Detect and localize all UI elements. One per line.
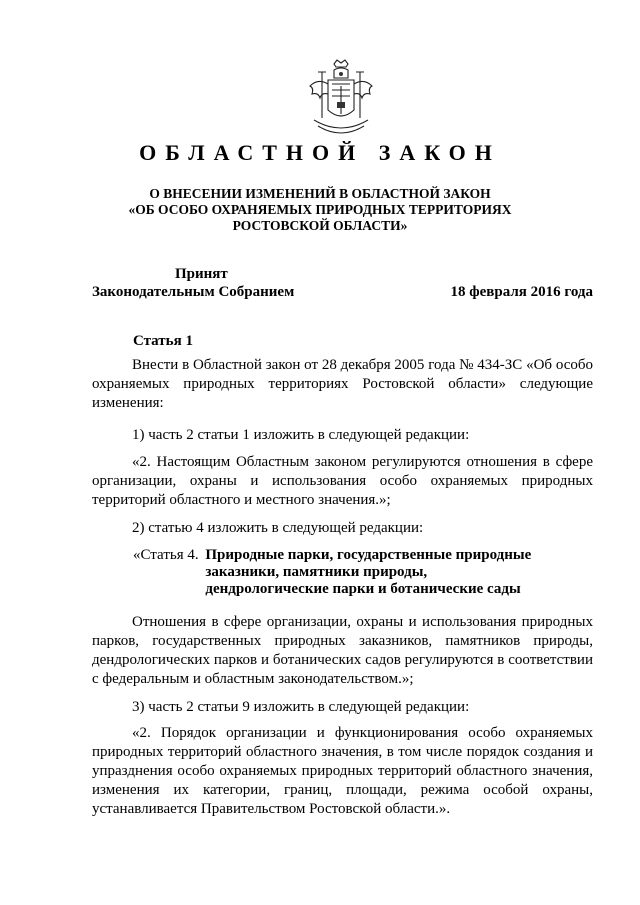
adoption-date: 18 февраля 2016 года: [450, 284, 593, 300]
item-3-paragraph: 3) часть 2 статьи 9 изложить в следующей редакции:: [132, 699, 470, 715]
article-4-name: Природные парки, государственные природные заказники, памятники природы, дендрологические парки и ботанические сады: [205, 547, 532, 597]
adopted-label: Принят: [175, 266, 228, 282]
quote-3-paragraph: «2. Порядок организации и функционирования особо охраняемых природных территорий областного значения, в том числе порядок создания и упразднения особо охраняемых природных территорий областного значения, изменения их категории, границ, площади, режима особой охраны, устанавливается Правительством Ростовской области.».: [92, 725, 593, 817]
article-4-lead: «Статья 4.: [133, 547, 199, 563]
article-4-heading: [133, 547, 545, 598]
item-2-paragraph: 2) статью 4 изложить в следующей редакции:: [132, 520, 424, 536]
adopted-by-label: Законодательным Собранием: [92, 284, 295, 300]
quote-1-paragraph: «2. Настоящим Областным законом регулируются отношения в сфере организации, охраны и использования особо охраняемых природных территорий областного и местного значения.»;: [92, 454, 593, 508]
article-heading: Статья 1: [133, 333, 193, 349]
subtitle-line: О ВНЕСЕНИИ ИЗМЕНЕНИЙ В ОБЛАСТНОЙ ЗАКОН: [149, 186, 491, 201]
document-title: ОБЛАСТНОЙ ЗАКОН: [139, 140, 501, 165]
subtitle-line: РОСТОВСКОЙ ОБЛАСТИ»: [232, 218, 408, 233]
subtitle-line: «ОБ ОСОБО ОХРАНЯЕМЫХ ПРИРОДНЫХ ТЕРРИТОРИЯХ: [128, 202, 512, 217]
coat-of-arms-emblem: [304, 58, 378, 140]
article-4-text: Отношения в сфере организации, охраны и использования природных парков, государственных природных заказников, памятников природы, дендрологических парков и ботанических садов регулируются в соответствии с федеральным и областным законодательством.»;: [92, 614, 593, 687]
document-subtitle: [40, 186, 600, 234]
item-1-paragraph: 1) часть 2 статьи 1 изложить в следующей редакции:: [132, 427, 470, 443]
intro-paragraph: Внести в Областной закон от 28 декабря 2005 года № 434-ЗС «Об особо охраняемых природных территориях Ростовской области» следующие изменения:: [92, 357, 593, 411]
